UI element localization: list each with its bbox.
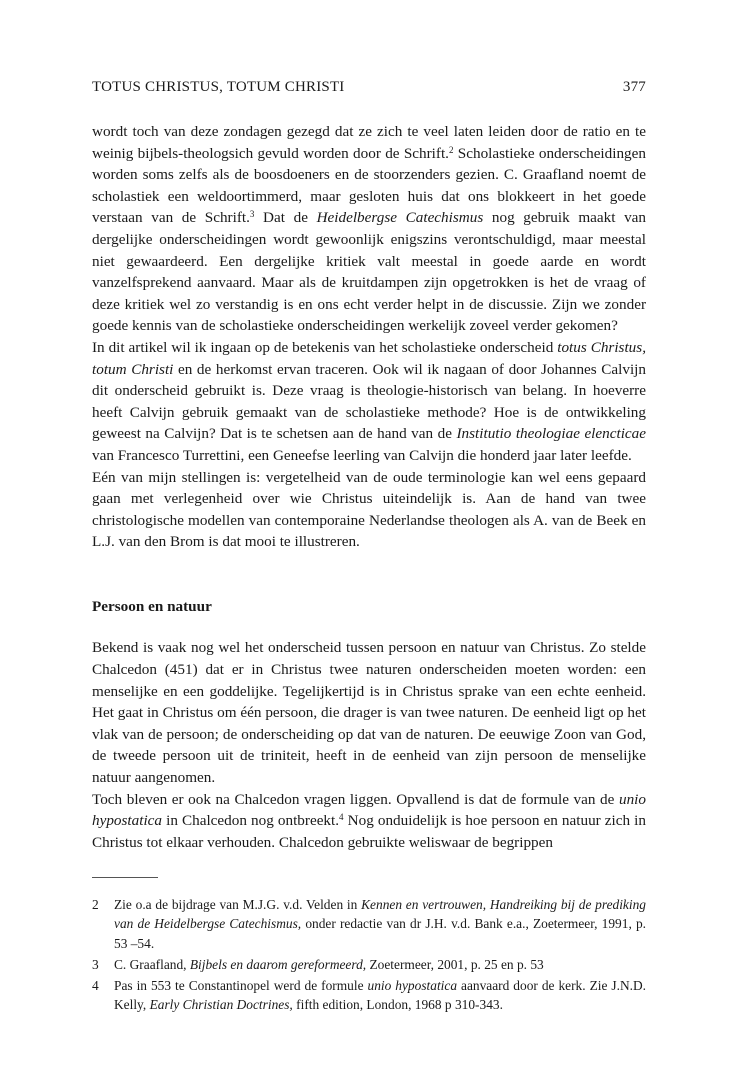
text-run: in Chalcedon nog ontbreekt. — [162, 812, 340, 830]
footnote-text — [114, 955, 646, 974]
text-run: fifth edition, London, 1968 p 310-343. — [292, 997, 503, 1013]
footnote-number: 4 — [92, 978, 99, 994]
italic-run: Institutio theologiae elencticae — [456, 425, 646, 443]
section-heading: Persoon en natuur — [92, 597, 212, 615]
footnote-text — [114, 895, 646, 953]
footnote-ref-3[interactable]: 3 — [249, 209, 255, 220]
italic-run: Bijbels en daarom gereformeerd, — [189, 956, 367, 972]
footnote-number: 3 — [92, 956, 99, 972]
running-header — [92, 79, 646, 101]
footnote-ref-4[interactable]: 4 — [339, 812, 344, 823]
text-run: onder redactie van dr J.H. v.d. Bank e.a., Zoetermeer, 1991, p. 53 –54. — [114, 916, 646, 951]
text-run: Eén van mijn stellingen is: vergetelheid van de oude terminologie kan wel eens gepaard gaan met verlegenheid over wie Christus uiteindelijk is. Aan de hand van twee christologische modellen van contemporaine Nederlandse theologen als A. van de Beek en L.J. van den Brom is dat mooi te illustreren. — [92, 468, 646, 551]
text-run: C. Graafland, — [114, 956, 190, 972]
spacer — [92, 553, 646, 596]
italic-run: unio hypostatica — [92, 790, 646, 830]
text-run: Zoetermeer, 2001, p. 25 en p. 53 — [366, 956, 544, 972]
footnote-number: 2 — [92, 897, 99, 912]
footnote-text — [114, 976, 646, 1015]
running-title: TOTUS CHRISTUS, TOTUM CHRISTI — [92, 79, 345, 95]
text-run: Toch bleven er ook na Chalcedon vragen liggen. Opvallend is dat de formule van de — [92, 790, 619, 808]
paragraph-4 — [92, 637, 646, 788]
text-run: van Francesco Turrettini, een Geneefse leerling van Calvijn die honderd jaar later leefde. — [92, 446, 632, 464]
paragraph-2 — [92, 337, 646, 467]
footnote-2 — [92, 895, 646, 953]
footnote-ref-2[interactable]: 2 — [448, 144, 454, 155]
footnote-divider — [92, 877, 158, 878]
italic-run: Early Christian Doctrines, — [149, 997, 293, 1013]
italic-run: unio hypostatica — [367, 978, 458, 994]
text-run: Nog onduidelijk is hoe persoon en natuur zich in Christus tot elkaar verhouden. Chalcedon gebruikte weliswaar de begrippen — [92, 812, 646, 851]
italic-run: Kennen en vertrouwen, Handreiking bij de prediking van de Heidelbergse Catechismus, — [114, 897, 646, 932]
italic-run: totus Christus, totum Christi — [92, 338, 646, 378]
paragraph-3 — [92, 467, 646, 553]
text-run: en de herkomst ervan traceren. Ook wil ik nagaan of door Johannes Calvijn dit onderscheid gebruikt is. Deze vraag is theologie-historisch van belang. In hoeverre heeft Calvijn gebruik gemaakt van de scholastieke methode? Hoe is de ontwikkeling geweest na Calvijn? Dat is te schetsen aan de hand van de — [92, 360, 646, 443]
spacer — [92, 617, 646, 637]
text-run: In dit artikel wil ik ingaan op de betekenis van het scholastieke onderscheid — [92, 338, 558, 356]
text-run: Scholastieke onderscheidingen worden soms zelfs als de boosdoeners en de stoorzenders gezien. C. Graafland noemt de scholastiek een weldoortimmerd, maar gesloten huis dat ons blokkeert in het goede verstaan van de Schrift. — [92, 144, 646, 227]
footnote-3 — [92, 955, 646, 974]
footnotes — [92, 895, 646, 1017]
text-run: Bekend is vaak nog wel het onderscheid tussen persoon en natuur van Christus. Zo stelde Chalcedon (451) dat er in Christus twee naturen onderscheiden moeten worden: een menselijke en een goddelijke. Tegelijkertijd is in Christus sprake van een echte eenheid. Het gaat in Christus om één persoon, die drager is van twee naturen. De eenheid ligt op het vlak van de persoon; de onderscheiding op dat van de naturen. De eeuwige Zoon van God, de tweede persoon uit de triniteit, heeft in de eenheid van zijn persoon de menselijke natuur aangenomen. — [92, 639, 646, 787]
text-run: Pas in 553 te Constantinopel werd de formule — [114, 978, 368, 994]
text-run: Dat de — [254, 209, 317, 227]
text-run: nog gebruik maakt van dergelijke onderscheidingen wordt gewoonlijk enigszins verontschuldigd, maar meestal niet gewaardeerd. Een dergelijke kritiek valt meestal in goede aarde en wordt vanzelfsprekend aanvaard. Maar als de kruitdampen zijn opgetrokken is het de vraag of deze kritiek wel zo verstandig is en ons echt verder helpt in de discussie. Zijn we zonder goede kennis van de scholastieke onderscheidingen werkelijk zoveel verder gekomen? — [92, 209, 647, 335]
footnote-4 — [92, 976, 646, 1015]
italic-run: Heidelbergse Catechismus — [316, 209, 484, 227]
main-text — [92, 121, 646, 853]
text-run: aanvaard door de kerk. Zie J.N.D. Kelly, — [114, 978, 646, 1013]
text-run: wordt toch van deze zondagen gezegd dat ze zich te veel laten leiden door de ratio en te weinig bijbels-theologsich gevuld worden door de Schrift. — [92, 123, 646, 162]
page-number: 377 — [622, 79, 646, 95]
text-run: Zie o.a de bijdrage van M.J.G. v.d. Velden in — [114, 897, 362, 912]
paragraph-5 — [92, 789, 646, 854]
paragraph-1 — [92, 121, 646, 337]
